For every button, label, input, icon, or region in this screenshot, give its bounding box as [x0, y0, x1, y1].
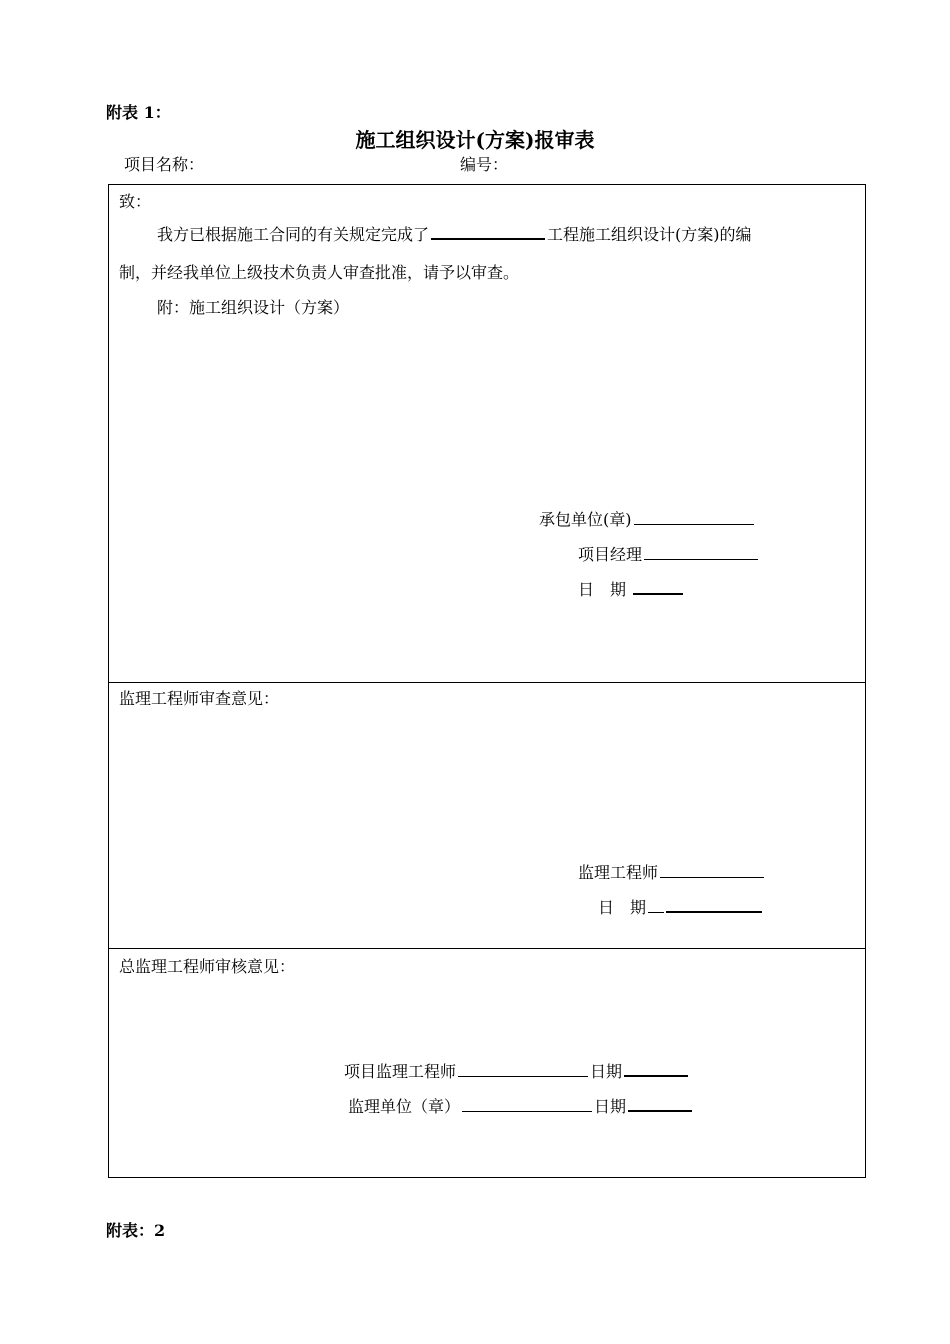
- engineer-blank[interactable]: [660, 875, 764, 878]
- chief-date-label-2: 日期: [594, 1097, 627, 1116]
- annex-2-label: 附表：2: [106, 1221, 166, 1240]
- project-manager-blank[interactable]: [644, 557, 758, 560]
- form-title: 施工组织设计(方案)报审表: [355, 128, 595, 152]
- chief-date-blank-1[interactable]: [624, 1073, 688, 1077]
- contractor-date-label: 日 期: [578, 580, 627, 599]
- contractor-section: [109, 185, 865, 683]
- engineer-review-section: [109, 682, 865, 949]
- attachment-line: 附：施工组织设计（方案）: [157, 298, 350, 317]
- contractor-date-line: [578, 577, 685, 600]
- body-part-1: 我方已根据施工合同的有关规定完成了: [157, 225, 430, 244]
- engineer-date-label: 日 期: [598, 898, 647, 917]
- project-engineer-label: 项目监理工程师: [344, 1062, 457, 1081]
- supervision-unit-line: [348, 1094, 694, 1117]
- to-label: 致：: [119, 192, 152, 211]
- contractor-seal-line: [539, 507, 756, 530]
- body-part-2: 工程施工组织设计(方案)的编: [547, 225, 752, 244]
- contractor-seal-blank[interactable]: [634, 522, 754, 525]
- contractor-date-blank[interactable]: [633, 591, 683, 595]
- engineer-date-blank-a: [648, 910, 664, 913]
- supervision-unit-blank[interactable]: [462, 1109, 592, 1112]
- annex-label: 附表 1：: [106, 103, 171, 122]
- project-name-label: 项目名称：: [124, 155, 205, 174]
- chief-review-heading: 总监理工程师审核意见：: [119, 957, 296, 976]
- supervision-unit-label: 监理单位（章）: [348, 1097, 461, 1116]
- project-name-blank[interactable]: [431, 236, 545, 240]
- project-manager-label: 项目经理: [578, 545, 643, 564]
- engineer-label: 监理工程师: [578, 863, 659, 882]
- chief-date-label-1: 日期: [590, 1062, 623, 1081]
- project-manager-line: [578, 542, 760, 565]
- engineer-review-heading: 监理工程师审查意见：: [119, 689, 280, 708]
- engineer-sign-line: [578, 860, 766, 883]
- chief-review-section: [109, 949, 865, 1178]
- engineer-date-blank[interactable]: [666, 909, 762, 913]
- submission-line-2: 制，并经我单位上级技术负责人审查批准，请予以审查。: [119, 263, 520, 282]
- chief-date-blank-2[interactable]: [628, 1108, 692, 1112]
- project-engineer-line: [344, 1059, 690, 1082]
- engineer-date-line: [598, 895, 764, 918]
- project-engineer-blank[interactable]: [458, 1074, 588, 1077]
- number-label: 编号：: [460, 155, 509, 174]
- contractor-seal-label: 承包单位(章): [539, 510, 632, 529]
- review-form-table: [108, 184, 866, 1178]
- submission-line-1: [157, 222, 752, 245]
